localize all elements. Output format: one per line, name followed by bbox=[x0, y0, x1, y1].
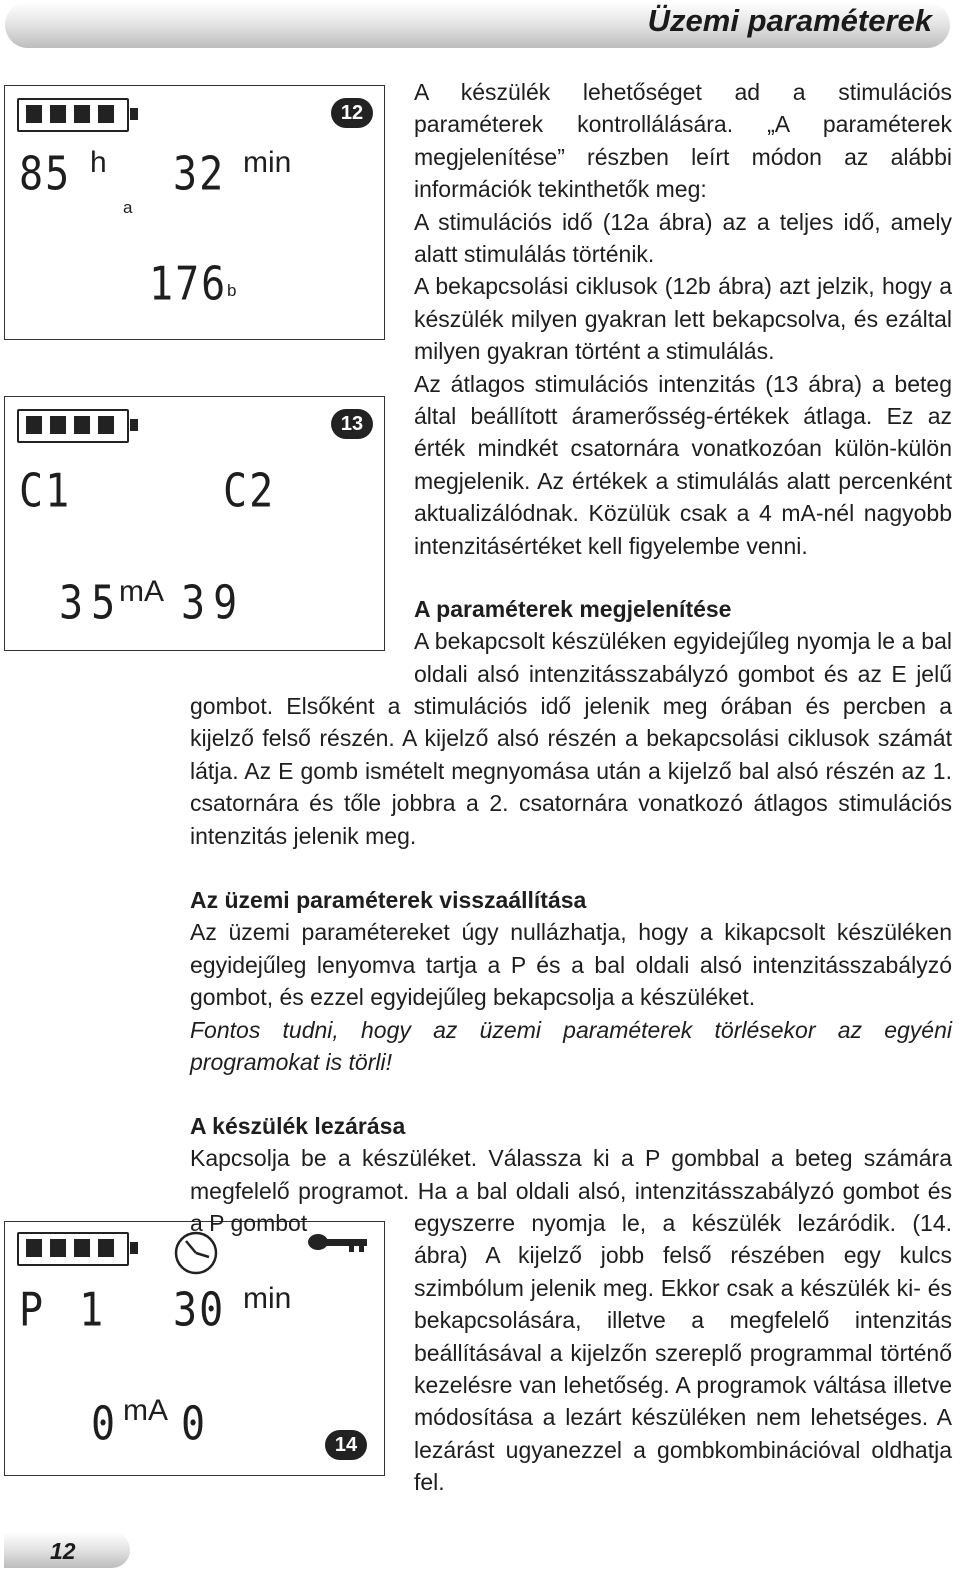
page-title: Üzemi paraméterek bbox=[647, 3, 932, 38]
hours-unit: h bbox=[90, 146, 107, 179]
section-lock-device-narrow bbox=[414, 1207, 952, 1499]
channel-2-intensity: 0 bbox=[181, 1398, 208, 1451]
intro-paragraph: A készülék lehetőséget ad a stimulációs paraméterek kontrollálására. „A paraméterek megjelenítése” részben leírt módon az alábbi információk tekinthetők meg: bbox=[414, 79, 952, 203]
intro-paragraph: A bekapcsolási ciklusok (12b ábra) azt jelzik, hogy a készülék milyen gyakran lett bekapcsolva, és ezáltal milyen gyakran történt a stimulálás. bbox=[414, 273, 952, 365]
minutes-unit: min bbox=[243, 146, 292, 179]
section-heading: A készülék lezárása bbox=[190, 1113, 406, 1139]
figure-12-display bbox=[4, 85, 385, 340]
label-b: b bbox=[227, 281, 237, 300]
switch-on-cycles: 176 bbox=[149, 258, 228, 311]
battery-icon bbox=[17, 1232, 129, 1266]
battery-icon bbox=[17, 98, 129, 132]
section-display-parameters-narrow bbox=[414, 593, 952, 690]
battery-icon bbox=[17, 409, 129, 443]
minutes-unit: min bbox=[243, 1282, 292, 1315]
section-text-line: oldali alsó intenzitásszabályzó gombot és az E jelű bbox=[414, 660, 952, 687]
session-minutes: 30 bbox=[173, 1284, 226, 1337]
stimulation-minutes: 32 bbox=[173, 148, 226, 201]
section-heading: A paraméterek megjelenítése bbox=[414, 596, 732, 622]
section-note: Fontos tudni, hogy az üzemi paraméterek törlésekor az egyéni programokat is törli! bbox=[190, 1016, 952, 1076]
section-body: egyszerre nyomja le, a készülék lezáródik. (14. ábra) A kijelző jobb felső részében egy kulcs szimbólum jelenik meg. Ekkor csak a készülék ki- és bekapcsolására, illetve a megfelelő intenzitás beállításával a kijelzőn szereplő programmal történő kezelésre van lehetőség. A programok váltása illetve módosítása a lezárt készüléken nem lehetséges. A lezárást ugyanezzel a gombkombinációval oldhatja fel. bbox=[414, 1210, 952, 1496]
milliampere-unit: mA bbox=[123, 1394, 168, 1427]
stimulation-hours: 85 bbox=[19, 148, 72, 201]
figure-14-display bbox=[4, 1221, 385, 1476]
figure-number-badge: 13 bbox=[331, 409, 373, 439]
program-number: P 1 bbox=[19, 1284, 110, 1337]
milliampere-unit: mA bbox=[119, 575, 164, 608]
figure-number-badge: 12 bbox=[331, 98, 373, 128]
section-body: Az üzemi paramétereket úgy nullázhatja, hogy a kikapcsolt készüléken egyidejűleg lenyomva tartja a P és a bal oldali alsó intenzitásszabályzó gombot, és ezzel egyidejűleg bekapcsolja a készüléket. bbox=[190, 919, 952, 1011]
label-a: a bbox=[123, 198, 133, 217]
intro-text bbox=[414, 76, 952, 562]
figure-number-badge: 14 bbox=[325, 1430, 367, 1460]
figure-13-display bbox=[4, 396, 385, 651]
page-number: 12 bbox=[50, 1538, 76, 1564]
channel-1-label: C1 bbox=[19, 465, 72, 518]
section-heading: Az üzemi paraméterek visszaállítása bbox=[190, 887, 587, 913]
channel-2-average-intensity: 39 bbox=[181, 577, 246, 630]
section-body: Kapcsolja be a készüléket. Válassza ki a P gombbal a beteg számára megfelelő programot. Ha a bal oldali alsó, intenzitásszabályzó gombot és a P gombot bbox=[190, 1145, 952, 1237]
channel-2-label: C2 bbox=[223, 465, 276, 518]
section-display-parameters-wide bbox=[190, 690, 952, 852]
channel-1-average-intensity: 35 bbox=[59, 577, 124, 630]
intro-paragraph: Az átlagos stimulációs intenzitás (13 ábra) a beteg által beállított áramerősség-értékek átlaga. Ez az érték mindkét csatornára vonatkozóan külön-külön megjelenik. Az értékek a stimulálás alatt percenként aktualizálódnak. Közülük csak a 4 mA-nél nagyobb intenzitásértéket kell figyelembe venni. bbox=[414, 370, 952, 559]
section-reset-parameters bbox=[190, 884, 952, 1078]
section-text-line: A bekapcsolt készüléken egyidejűleg nyomja le a bal bbox=[414, 628, 952, 655]
section-body: gombot. Elsőként a stimulációs idő jelenik meg órában és percben a kijelző felső részén. A kijelző alsó részén a bekapcsolási ciklusok számát látja. Az E gomb ismételt megnyomása után a kijelző bal alsó részén az 1. csatornára és tőle jobbra a 2. csatornára vonatkozó átlagos stimulációs intenzitás jelenik meg. bbox=[190, 693, 952, 849]
channel-1-intensity: 0 bbox=[91, 1398, 118, 1451]
intro-paragraph: A stimulációs idő (12a ábra) az a teljes idő, amely alatt stimulálás történik. bbox=[414, 208, 952, 268]
